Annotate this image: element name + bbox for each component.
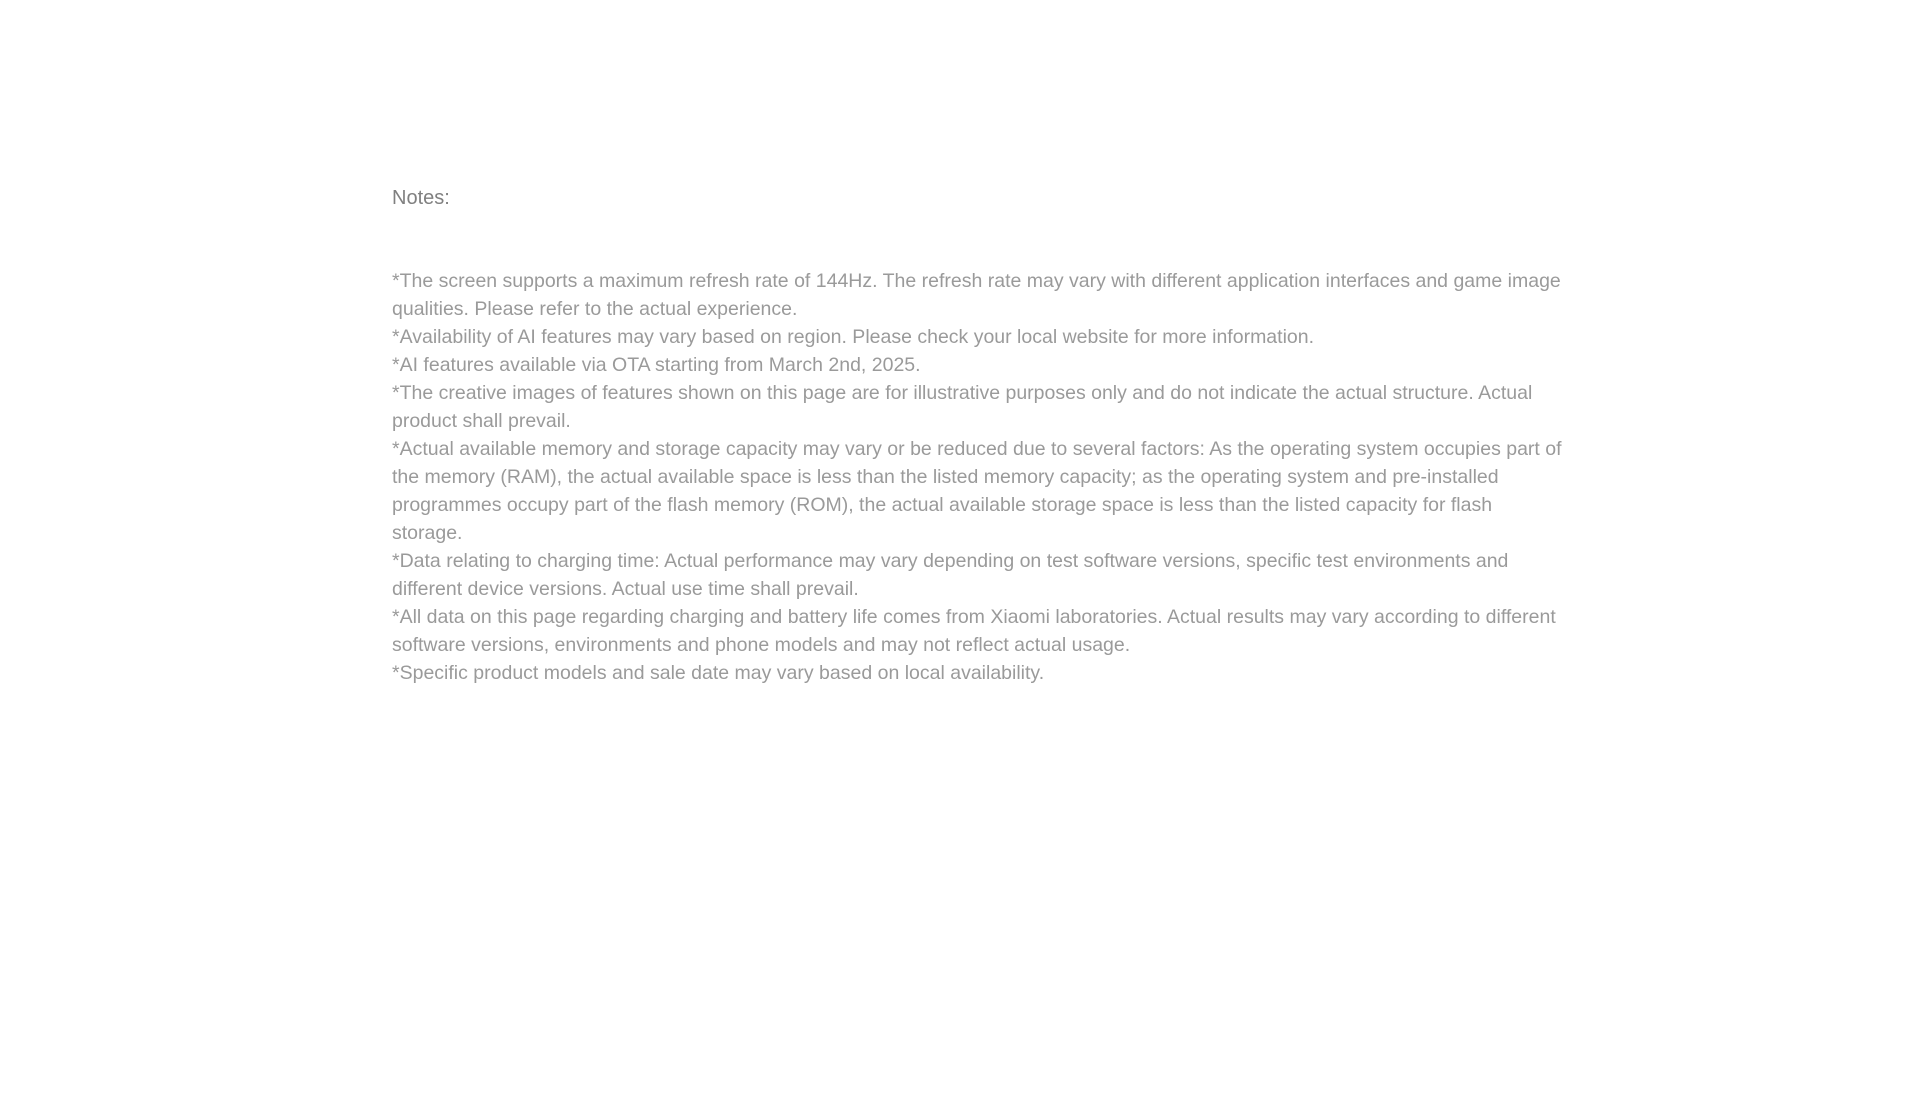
note-creative-images: *The creative images of features shown on this page are for illustrative purposes only and do not indicate the actual structure. Actual product shall prevail. <box>392 382 1533 432</box>
note-ai-availability: *Availability of AI features may vary based on region. Please check your local website for more information. <box>392 326 1315 348</box>
notes-title: Notes: <box>392 187 450 209</box>
note-memory-storage: *Actual available memory and storage capacity may vary or be reduced due to several factors: As the operating system occupies part of the memory (RAM), the actual available space is less than the listed memory capacity; as the operating system and pre-installed programmes occupy part of the flash memory (ROM), the actual available storage space is less than the listed capacity for flash storage. <box>392 438 1562 544</box>
note-ai-ota: *AI features available via OTA starting from March 2nd, 2025. <box>392 354 921 376</box>
notes-list <box>392 267 1562 687</box>
note-battery-data: *All data on this page regarding charging and battery life comes from Xiaomi laboratories. Actual results may vary according to different software versions, environments and phone models and may not reflect actual usage. <box>392 606 1556 656</box>
note-charging-time: *Data relating to charging time: Actual performance may vary depending on test software versions, specific test environments and different device versions. Actual use time shall prevail. <box>392 550 1509 600</box>
note-product-availability: *Specific product models and sale date may vary based on local availability. <box>392 662 1045 684</box>
note-refresh-rate: *The screen supports a maximum refresh rate of 144Hz. The refresh rate may vary with different application interfaces and game image qualities. Please refer to the actual experience. <box>392 270 1561 320</box>
notes-section <box>392 180 1572 684</box>
